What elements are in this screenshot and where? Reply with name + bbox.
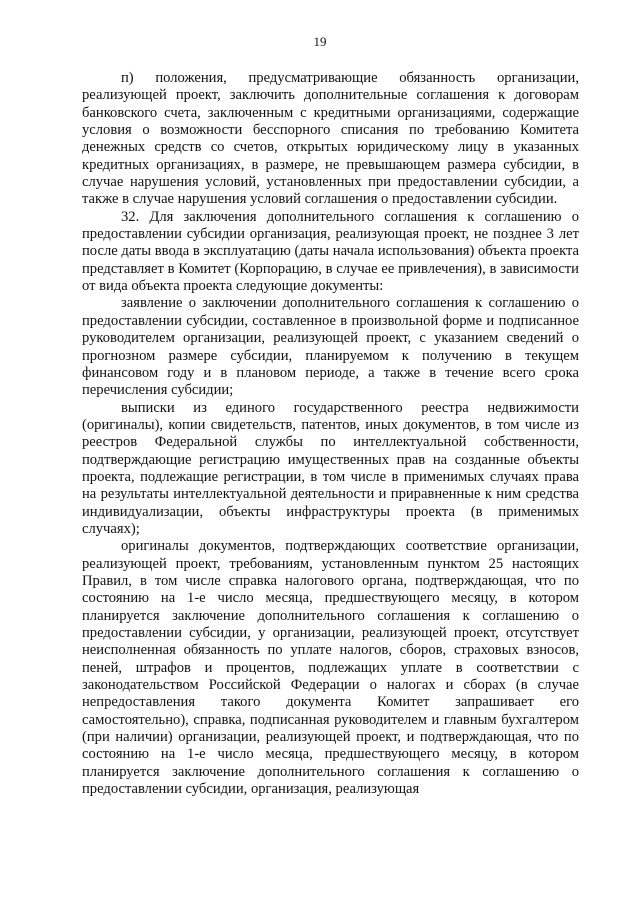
document-body (82, 70, 579, 798)
paragraph-application: заявление о заключении дополнительного соглашения к соглашению о предоставлении субсидии, составленное в произвольной форме и подписанное руководителем организации, реализующей проект, с указанием сведений о прогнозном размере субсидии, планируемом к получению в текущем финансовом году и в плановом периоде, а также в течение всего срока перечисления субсидии; (82, 295, 579, 399)
paragraph-item-p: п) положения, предусматривающие обязанность организации, реализующей проект, заключить дополнительные соглашения к договорам банковского счета, заключенным с кредитными организациями, содержащие условия о возможности бесспорного списания по требованию Комитета денежных средств со счетов, открытых юридическому лицу в указанных кредитных организациях, в размере, не превышающем размера субсидии, в случае нарушения условий, установленных при предоставлении субсидии, а также в случае нарушения условий соглашения о предоставлении субсидии. (82, 70, 579, 208)
paragraph-original-documents: оригиналы документов, подтверждающих соответствие организации, реализующей проект, требованиям, установленным пунктом 25 настоящих Правил, в том числе справка налогового органа, подтверждающая, что по состоянию на 1-е число месяца, предшествующего месяцу, в котором планируется заключение дополнительного соглашения к соглашению о предоставлении субсидии, у организации, реализующей проект, отсутствует неисполненная обязанность по уплате налогов, сборов, страховых взносов, пеней, штрафов и процентов, подлежащих уплате в соответствии с законодательством Российской Федерации о налогах и сборах (в случае непредоставления такого документа Комитет запрашивает его самостоятельно), справка, подписанная руководителем и главным бухгалтером (при наличии) организации, реализующей проект, и подтверждающая, что по состоянию на 1-е число месяца, предшествующего месяцу, в котором планируется заключение дополнительного соглашения к соглашению о предоставлении субсидии, организация, реализующая (82, 538, 579, 798)
paragraph-registry-extracts: выписки из единого государственного реестра недвижимости (оригиналы), копии свидетельств, патентов, иных документов, в том числе из реестров Федеральной службы по интеллектуальной собственности, подтверждающие регистрацию имущественных прав на созданные объекты проекта, подлежащие регистрации, в том числе в применимых случаях права на результаты интеллектуальной деятельности и приравненные к ним средства индивидуализации, объекты инфраструктуры проекта (в применимых случаях); (82, 399, 579, 537)
paragraph-clause-32: 32. Для заключения дополнительного соглашения к соглашению о предоставлении субсидии организация, реализующая проект, не позднее 3 лет после даты ввода в эксплуатацию (даты начала использования) объекта проекта представляет в Комитет (Корпорацию, в случае ее привлечения), в зависимости от вида объекта проекта следующие документы: (82, 208, 579, 295)
page-number: 19 (313, 34, 327, 49)
